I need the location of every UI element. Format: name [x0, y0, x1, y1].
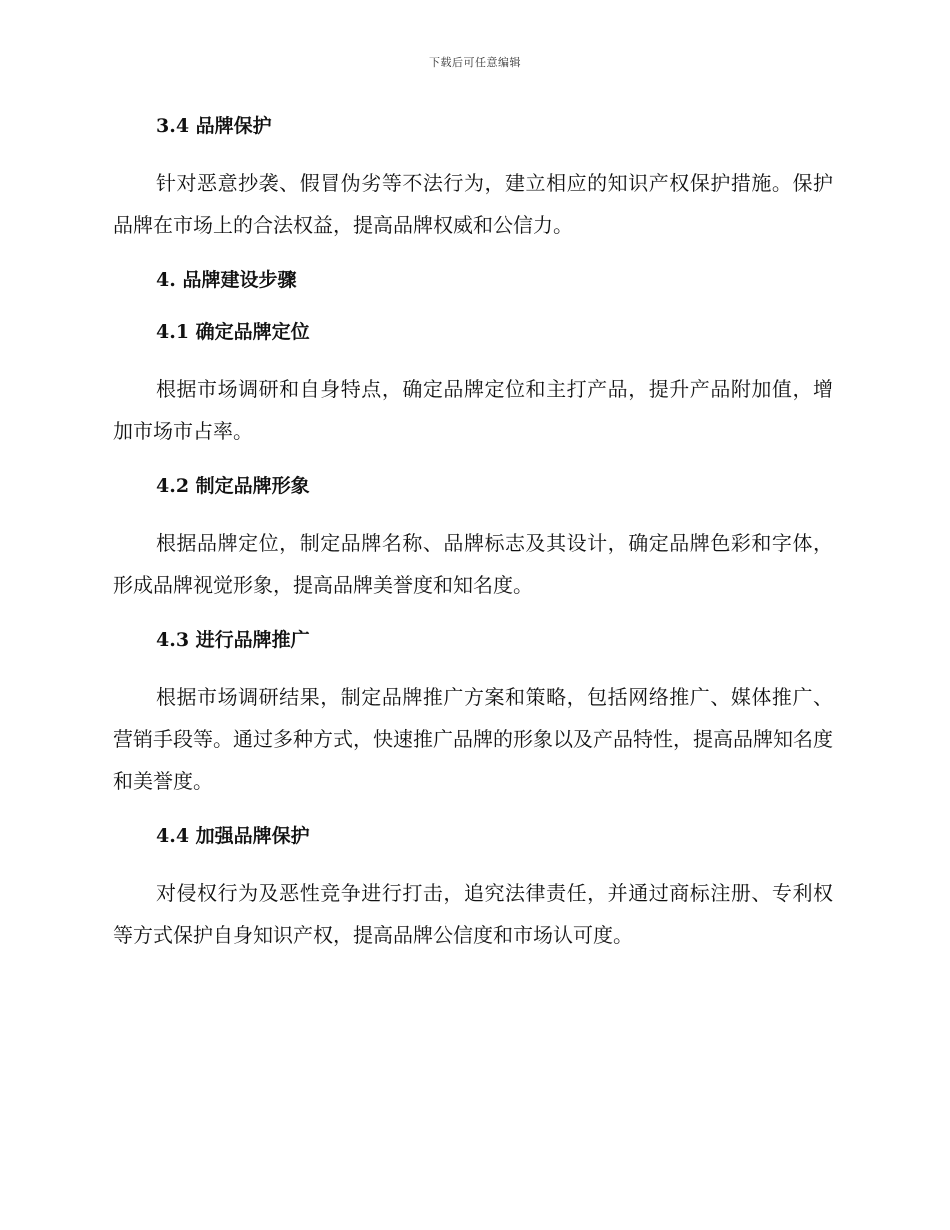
section-heading: 4. 品牌建设步骤: [156, 269, 297, 291]
section-paragraph: 对侵权行为及恶性竞争进行打击，追究法律责任，并通过商标注册、专利权等方式保护自身知识产权，提高品牌公信度和市场认可度。: [113, 881, 833, 947]
section-4-1: [113, 316, 833, 470]
section-3-4: [113, 110, 833, 264]
section-heading: 4.4 加强品牌保护: [156, 825, 310, 847]
document-body: [113, 110, 833, 956]
section-paragraph: 根据市场调研和自身特点，确定品牌定位和主打产品，提升产品附加值，增加市场市占率。: [113, 377, 833, 443]
section-4-4: [113, 820, 833, 956]
section-paragraph: 根据市场调研结果，制定品牌推广方案和策略，包括网络推广、媒体推广、营销手段等。通过多种方式，快速推广品牌的形象以及产品特性，提高品牌知名度和美誉度。: [113, 685, 833, 793]
section-4-3: [113, 624, 833, 820]
section-heading: 4.1 确定品牌定位: [156, 321, 310, 343]
section-heading: 4.2 制定品牌形象: [156, 475, 310, 497]
header-note: 下载后可任意编辑: [429, 56, 521, 69]
section-4-2: [113, 470, 833, 624]
section-paragraph: 针对恶意抄袭、假冒伪劣等不法行为，建立相应的知识产权保护措施。保护品牌在市场上的合法权益，提高品牌权威和公信力。: [113, 171, 833, 237]
section-paragraph: 根据品牌定位，制定品牌名称、品牌标志及其设计，确定品牌色彩和字体，形成品牌视觉形象，提高品牌美誉度和知名度。: [113, 531, 833, 597]
section-heading: 4.3 进行品牌推广: [156, 629, 310, 651]
section-heading: 3.4 品牌保护: [156, 115, 272, 137]
section-4: [113, 264, 833, 316]
